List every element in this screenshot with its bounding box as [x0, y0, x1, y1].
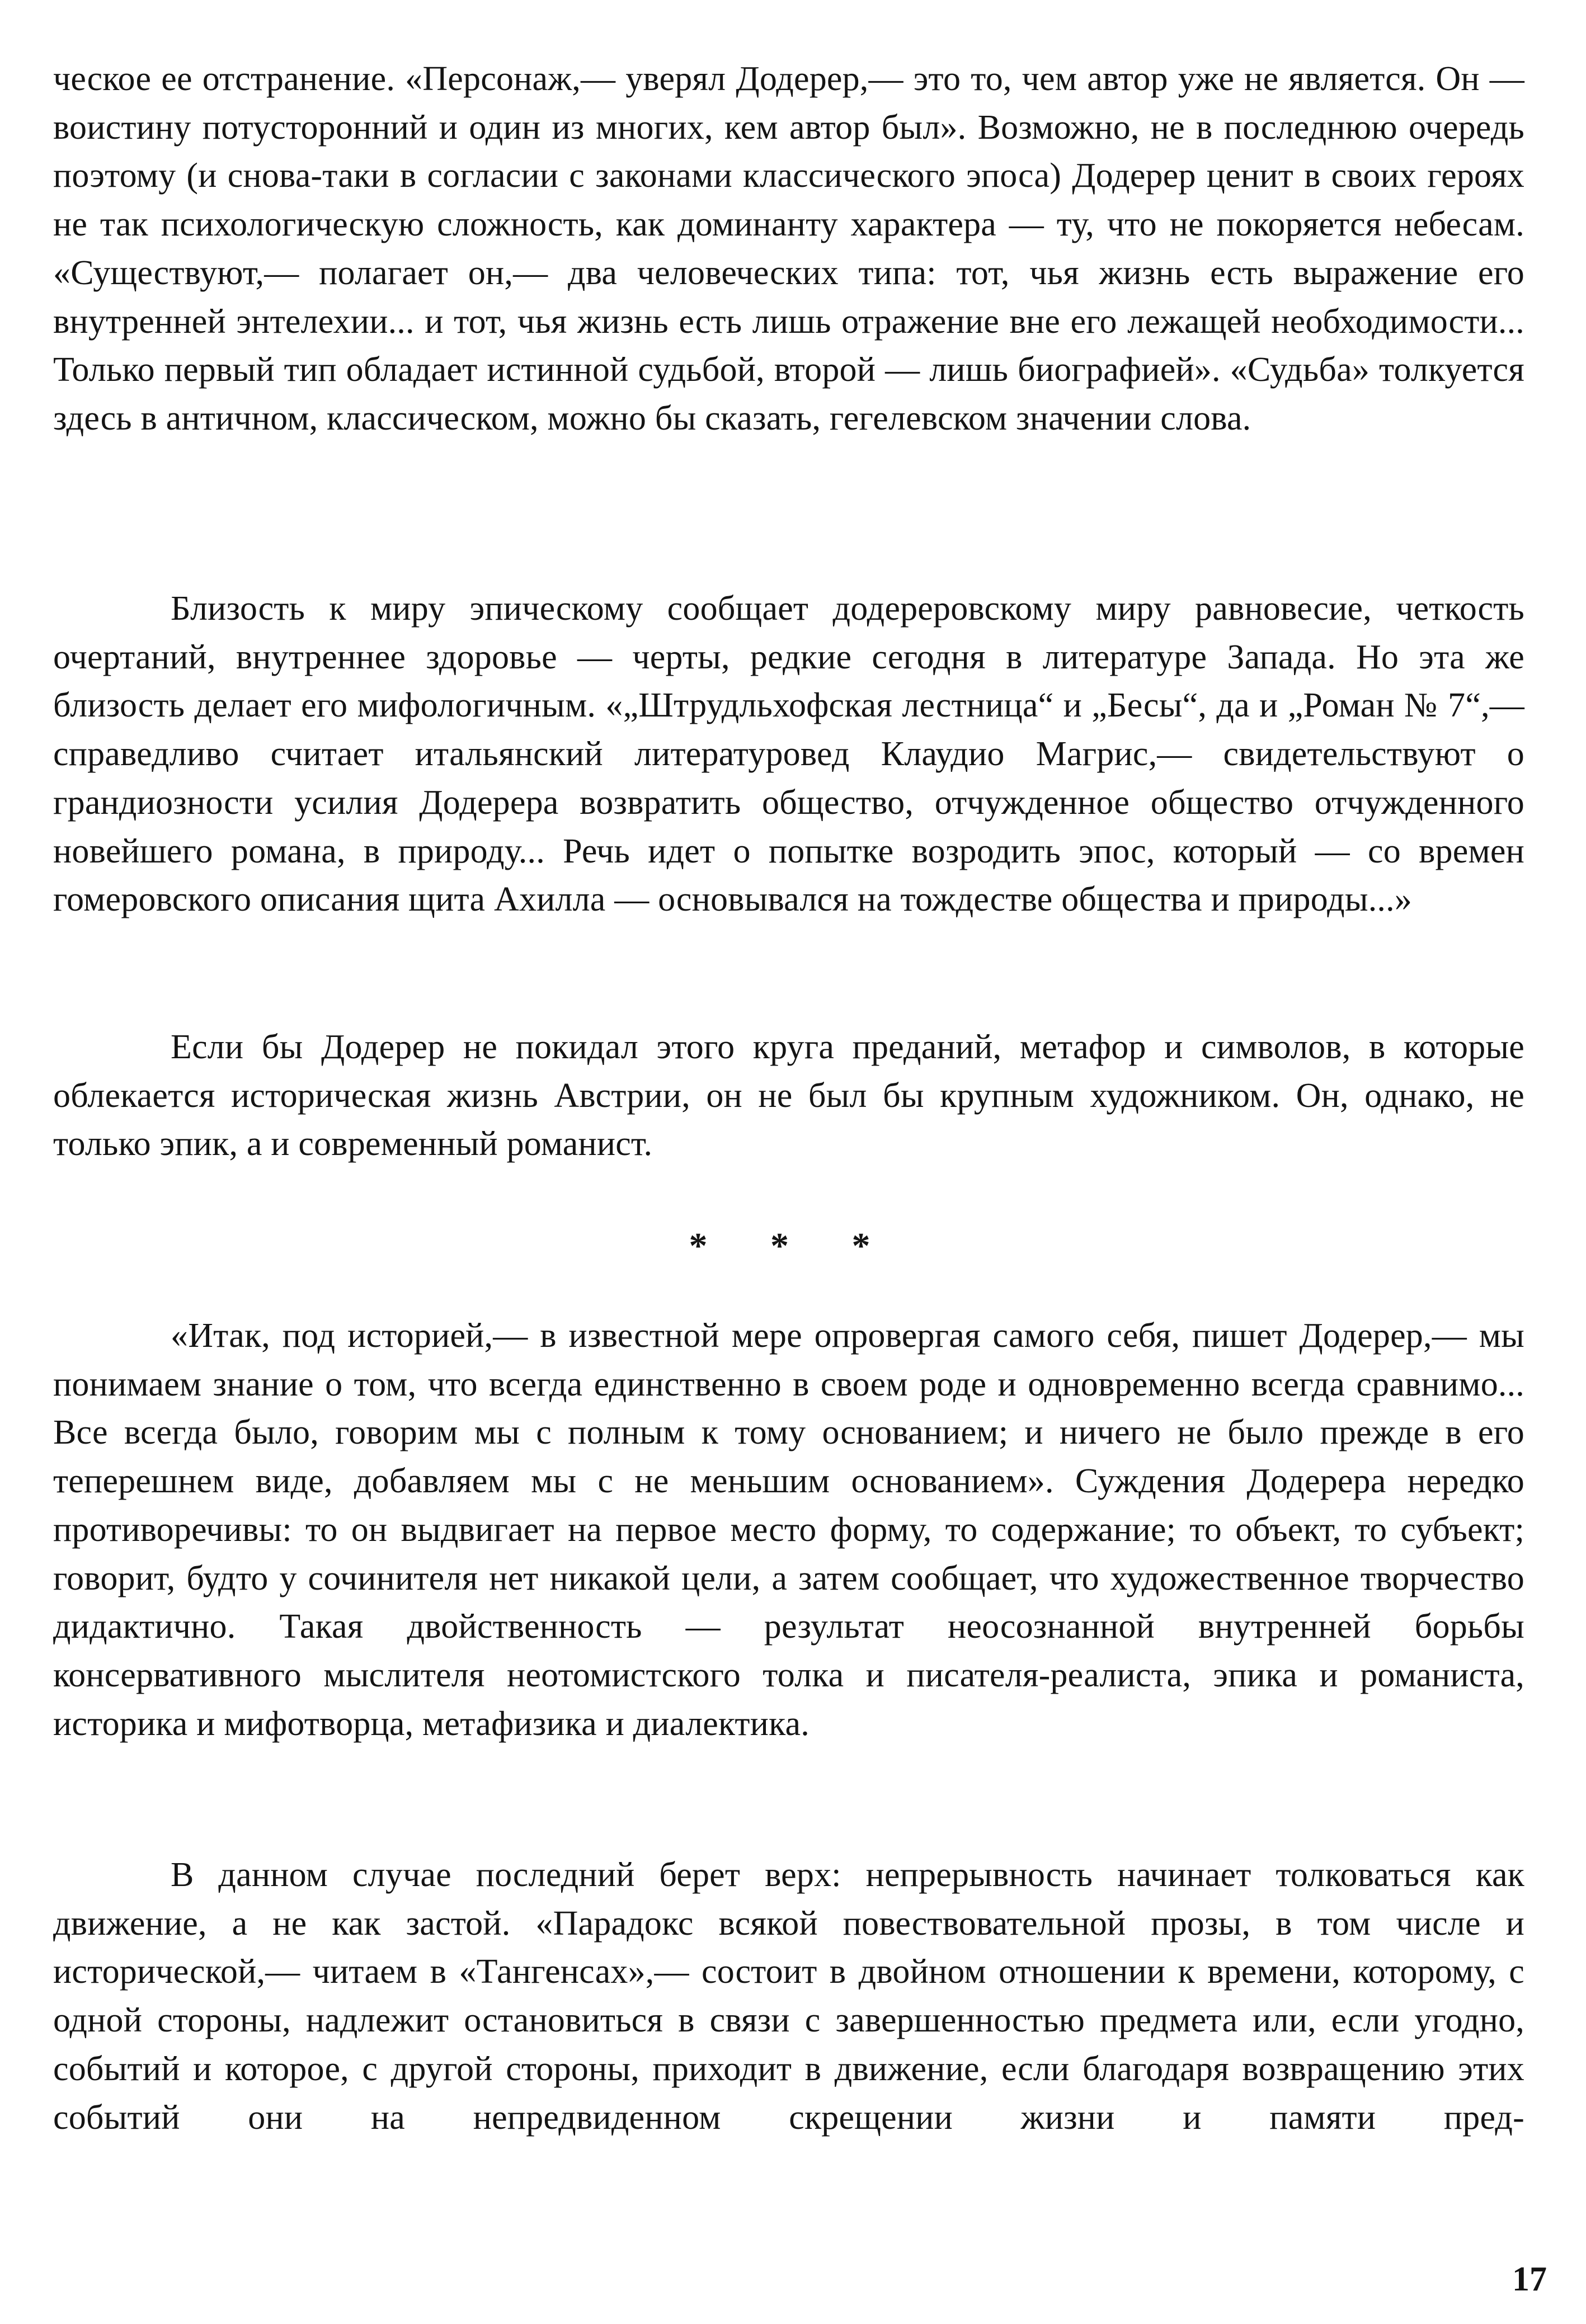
paragraph-text: Близость к миру эпическому сообщает додереровскому миру равновесие, четкость очертаний, внутреннее здоровье — черты, редкие сегодня в литературе Запада. Но эта же близость делает его мифологичным. «„Штрудльхофская лестница“ и „Бесы“, да и „Роман № 7“,— справедливо считает итальянский литературовед Клаудио Магрис,— свидетельствуют о грандиозности усилия Додерера возвратить общество, отчужденное общество отчужденного новейшего романа, в природу... Речь идет о попытке возродить эпос, который — со времен гомеровского описания щита Ахилла — основывался на тождестве общества и природы...»	[53, 590, 1524, 919]
paragraph-epic-proximity	[53, 584, 1524, 924]
paragraph-text: В данном случае последний берет верх: непрерывность начинает толковаться как движение, а не как застой. «Парадокс всякой повествовательной прозы, в том числе и исторической,— читаем в «Тангенсах»,— состоит в двойном отношении к времени, которому, с одной стороны, надлежит остановиться в связи с завершенностью предмета или, если угодно, событий и которое, с другой стороны, приходит в движение, если благодаря возвращению этих событий они на непредвиденном скрещении жизни и памяти пред-	[53, 1856, 1524, 2137]
paragraph-text: «Итак, под историей,— в известной мере опровергая самого себя, пишет Додерер,— мы понимаем знание о том, что всегда единственно в своем роде и одновременно всегда сравнимо... Все всегда было, говорим мы с полным к тому основанием; и ничего не было прежде в его теперешнем виде, добавляем мы с не меньшим основанием». Суждения Додерера нередко противоречивы: то он выдвигает на первое место форму, то содержание; то объект, то субъект; говорит, будто у сочинителя нет никакой цели, а затем сообщает, что художественное творчество дидактично. Такая двойственность — результат неосознанной внутренней борьбы консервативного мыслителя неотомистского толка и писателя-реалиста, эпика и романиста, историка и мифотворца, метафизика и диалектика.	[53, 1317, 1524, 1743]
paragraph-history-definition	[53, 1312, 1524, 1748]
paragraph-modern-novelist	[53, 1023, 1524, 1168]
paragraph-text: Если бы Додерер не покидал этого круга преданий, метафор и символов, в которые облекается историческая жизнь Австрии, он не был бы крупным художником. Он, однако, не только эпик, а и современный романист.	[53, 1028, 1524, 1163]
page-number: 17	[1512, 2260, 1547, 2298]
paragraph-dodderer-character	[53, 55, 1524, 443]
paragraph-narrative-paradox	[53, 1851, 1524, 2142]
paragraph-text: ческое ее отстранение. «Персонаж,— уверял Додерер,— это то, чем автор уже не является. Он — воистину потусторонний и один из многих, кем автор был». Возможно, не в последнюю очередь поэтому (и снова-таки в согласии с законами классического эпоса) Додерер ценит в своих героях не так психологическую сложность, как доминанту характера — ту, что не покоряется небесам. «Существуют,— полагает он,— два человеческих типа: тот, чья жизнь есть выражение его внутренней энтелехии... и тот, чья жизнь есть лишь отражение вне его лежащей необходимости... Только первый тип обладает истинной судьбой, второй — лишь биографией». «Судьба» толкуется здесь в античном, классическом, можно бы сказать, гегелевском значении слова.	[53, 60, 1524, 437]
section-separator: * * *	[689, 1225, 897, 1266]
